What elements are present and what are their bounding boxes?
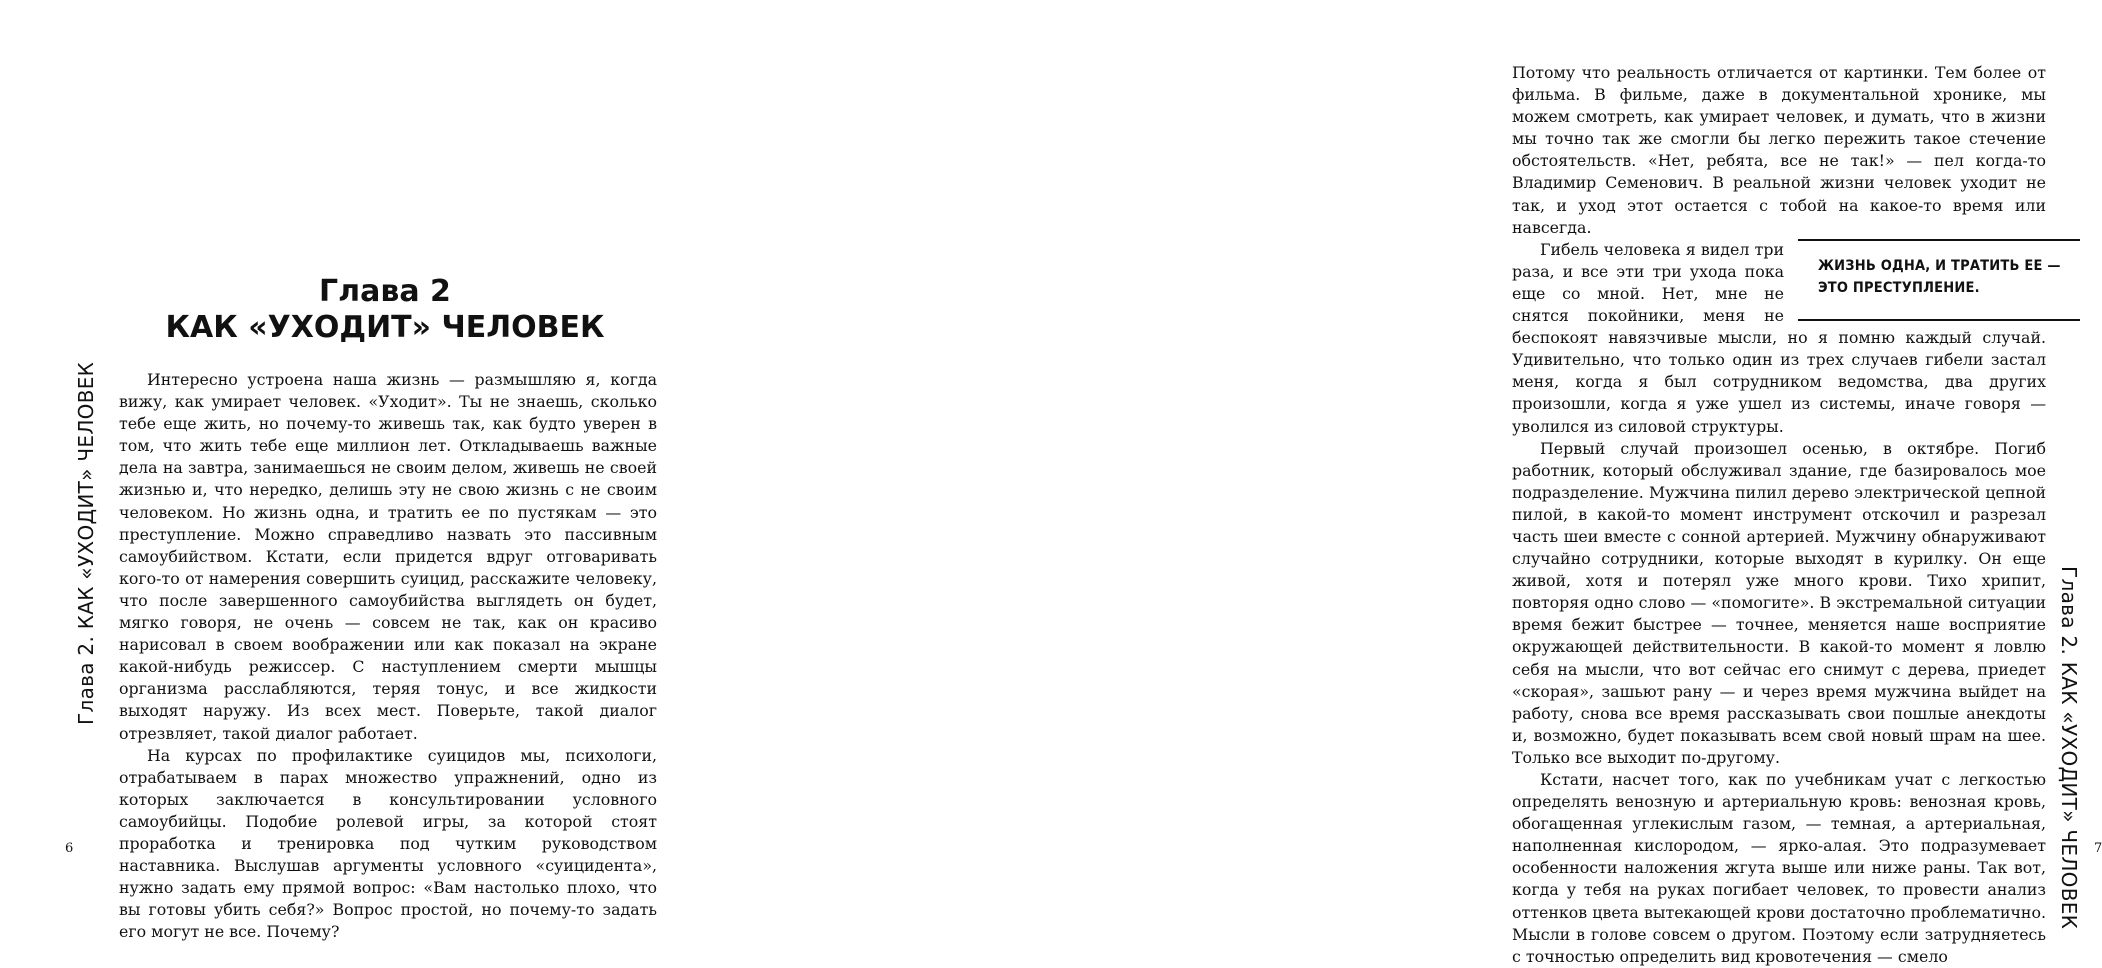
paragraph: На курсах по профилактике суицидов мы, психологи, отрабатываем в парах множество упражнений, одно из которых заключается в консультировании условного самоубийцы. Подобие ролевой игры, за которой стоят проработка и тренировка под чутким руководством наставника. Выслушав аргументы условного «суицидента», нужно задать ему прямой вопрос: «Вам настолько плохо, что вы готовы убить себя?» Вопрос простой, но почему-то задать его могут не все. Почему? — [119, 745, 657, 942]
left-text-column — [119, 369, 657, 943]
paragraph: Кстати, насчет того, как по учебникам учат с легкостью определять венозную и артериальную кровь: венозная кровь, обогащенная углекислым газом, — темная, а артериальная, наполненная кислородом, — ярко-алая. Это подразумевает особенности наложения жгута выше или ниже раны. Так вот, когда у тебя на руках погибает человек, то провести анализ оттенков цвета вытекающей крови достаточно проблематично. Мысли в голове совсем о другом. Поэтому если затрудняетесь с точностью определить вид кровотечения — смело — [1512, 770, 2046, 966]
running-head-right: Глава 2. КАК «УХОДИТ» ЧЕЛОВЕК — [2057, 566, 2081, 930]
paragraph: Гибель человека я видел три раза, и все эти три ухода пока еще со мной. Нет, мне не снятся покойники, меня не беспокоят навязчивые мысли, но я помню каждый случай. Удивительно, что только один из трех случаев гибели застал меня, когда я был сотрудником ведомства, два других произошли, когда я уже ушел из системы, иначе говоря — уволился из силовой структуры. — [1512, 239, 2046, 436]
chapter-title-name: КАК «УХОДИТ» ЧЕЛОВЕК — [165, 310, 605, 345]
paragraph: Первый случай произошел осенью, в октябре. Погиб работник, который обслуживал здание, где базировалось мое подразделение. Мужчина пилил дерево электрической цепной пилой, в какой-то момент инструмент отскочил и разрезал часть шеи вместе с сонной артерией. Мужчину обнаруживают случайно сотрудники, которые выходят в курилку. Он еще живой, хотя и потерял уже много крови. Тихо хрипит, повторяя одно слово — «помогите». В экстремальной ситуации время бежит быстрее — точнее, меняется наше восприятие окружающей действительности. В какой-то момент я ловлю себя на мысли, что вот сейчас его снимут с дерева, приедет «скорая», зашьют рану — и через время мужчина выйдет на работу, снова все время рассказывать свои пошлые анекдоты и, возможно, будет показывать всем свой новый шрам на шее. Только все выходит по-другому. — [1512, 438, 2046, 767]
chapter-title — [120, 274, 650, 346]
page-number-left: 6 — [65, 841, 74, 856]
page-number-right: 7 — [2094, 841, 2102, 856]
pull-quote: ЖИЗНЬ ОДНА, И ТРАТИТЬ ЕЕ — ЭТО ПРЕСТУПЛЕНИЕ. — [1798, 239, 2080, 321]
right-page — [723, 0, 2102, 966]
right-text-column — [1512, 62, 2061, 968]
paragraph: Интересно устроена наша жизнь — размышляю я, когда вижу, как умирает человек. «Уходит». Ты не знаешь, сколько тебе еще жить, но почему-то живешь так, как будто уверен в том, что жить тебе еще миллион лет. Откладываешь важные дела на завтра, занимаешься не своим делом, живешь не своей жизнью и, что нередко, делишь эту не свою жизнь с не своим человеком. Но жизнь одна, и тратить ее по пустякам — это преступление. Можно справедливо назвать это пассивным самоубийством. Кстати, если придется вдруг отговаривать кого-то от намерения совершить суицид, расскажите человеку, что после завершенного самоубийства выглядеть он будет, мягко говоря, не очень — совсем не так, как он красиво нарисовал в своем воображении или как показал на экране какой-нибудь режиссер. С наступлением смерти мышцы организма расслабляются, теряя тонус, и все жидкости выходят наружу. Из всех мест. Поверьте, такой диалог отрезвляет, такой диалог работает. — [119, 370, 657, 743]
paragraph-continued: Потому что реальность отличается от картинки. Тем более от фильма. В фильме, даже в документальной хронике, мы можем смотреть, как умирает человек, и думать, что в жизни мы точно так же смогли бы легко пережить такое стечение обстоятельств. «Нет, ребята, все не так!» — пел когда-то Владимир Семенович. В реальной жизни человек уходит не так, и уход этот остается с тобой на какое-то время или навсегда. — [1512, 63, 2046, 237]
left-page — [0, 0, 722, 942]
running-head-left: Глава 2. КАК «УХОДИТ» ЧЕЛОВЕК — [74, 361, 98, 725]
chapter-title-number: Глава 2 — [319, 274, 451, 309]
